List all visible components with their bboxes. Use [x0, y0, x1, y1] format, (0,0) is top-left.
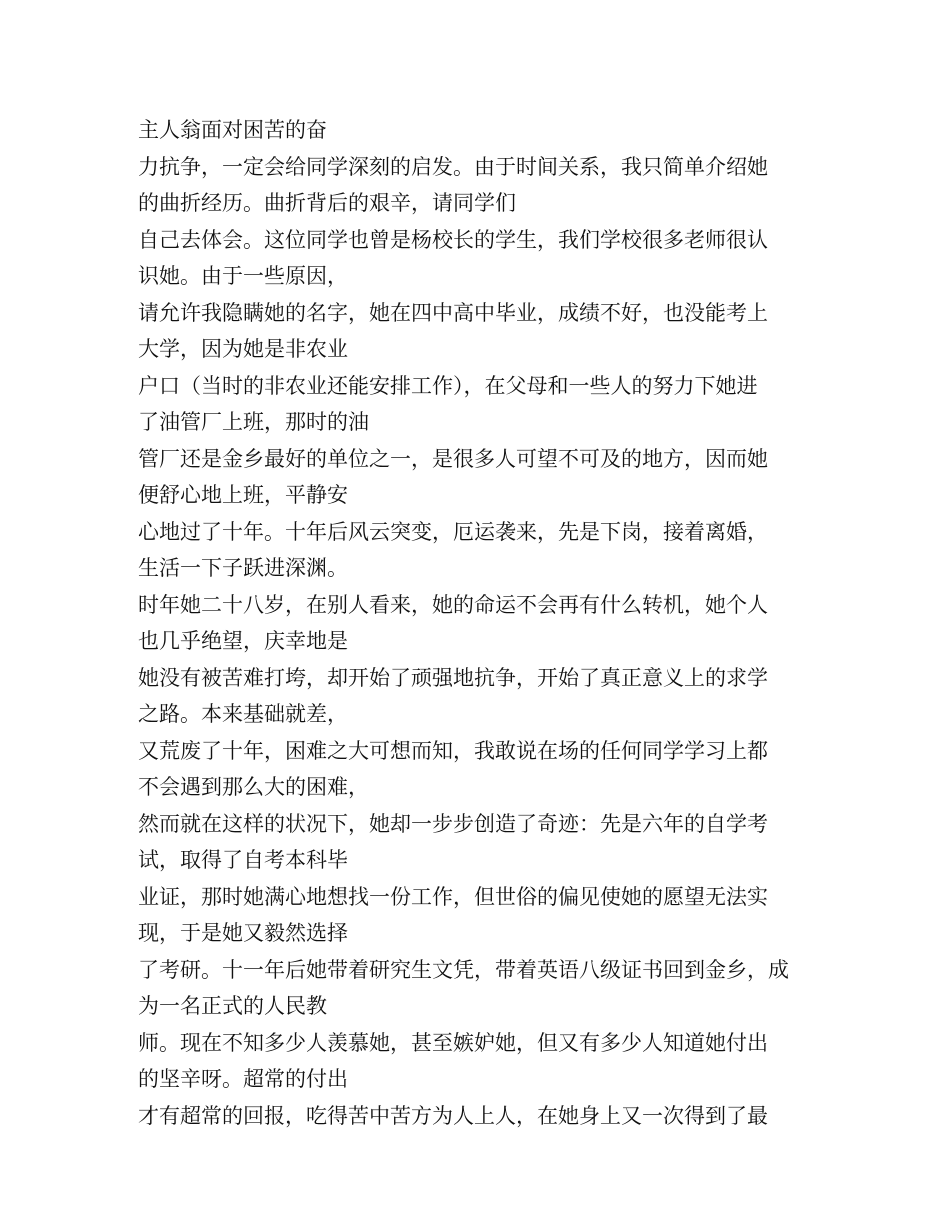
text-line: 的曲折经历。曲折背后的艰辛，请同学们	[138, 191, 516, 215]
body-text	[138, 112, 818, 1134]
text-line: 也几乎绝望，庆幸地是	[138, 629, 348, 653]
text-line: 为一名正式的人民教	[138, 994, 327, 1018]
text-line: 主人翁面对困苦的奋	[138, 118, 327, 142]
text-line: 不会遇到那么大的困难，	[138, 775, 369, 799]
text-line: 然而就在这样的状况下，她却一步步创造了奇迹：先是六年的自学考	[138, 811, 768, 836]
text-line: 便舒心地上班，平静安	[138, 483, 348, 507]
text-line: 大学，因为她是非农业	[138, 337, 348, 361]
text-line: 现，于是她又毅然选择	[138, 921, 348, 945]
text-line: 心地过了十年。十年后风云突变，厄运袭来，先是下岗，接着离婚，	[138, 519, 768, 544]
text-line: 业证，那时她满心地想找一份工作，但世俗的偏见使她的愿望无法实	[138, 884, 768, 909]
text-line: 户口（当时的非农业还能安排工作），在父母和一些人的努力下她进	[138, 373, 758, 398]
text-line: 她没有被苦难打垮，却开始了顽强地抗争，开始了真正意义上的求学	[138, 665, 768, 690]
text-line: 了考研。十一年后她带着研究生文凭，带着英语八级证书回到金乡，成	[138, 957, 789, 982]
text-line: 又荒废了十年，困难之大可想而知，我敢说在场的任何同学学习上都	[138, 738, 768, 763]
text-line: 管厂还是金乡最好的单位之一，是很多人可望不可及的地方，因而她	[138, 446, 768, 471]
text-line: 师。现在不知多少人羡慕她，甚至嫉妒她，但又有多少人知道她付出	[138, 1030, 768, 1055]
text-line: 请允许我隐瞒她的名字，她在四中高中毕业，成绩不好，也没能考上	[138, 300, 768, 325]
text-line: 生活一下子跃进深渊。	[138, 556, 348, 580]
text-line: 自己去体会。这位同学也曾是杨校长的学生，我们学校很多老师很认	[138, 227, 768, 252]
text-line: 力抗争，一定会给同学深刻的启发。由于时间关系，我只简单介绍她	[138, 154, 768, 179]
text-line: 的坚辛呀。超常的付出	[138, 1067, 348, 1091]
text-line: 时年她二十八岁，在别人看来，她的命运不会再有什么转机，她个人	[138, 592, 768, 617]
text-line: 才有超常的回报，吃得苦中苦方为人上人，在她身上又一次得到了最	[138, 1103, 768, 1128]
text-line: 识她。由于一些原因，	[138, 264, 348, 288]
text-line: 试，取得了自考本科毕	[138, 848, 348, 872]
text-line: 了油管厂上班，那时的油	[138, 410, 369, 434]
text-line: 之路。本来基础就差，	[138, 702, 348, 726]
